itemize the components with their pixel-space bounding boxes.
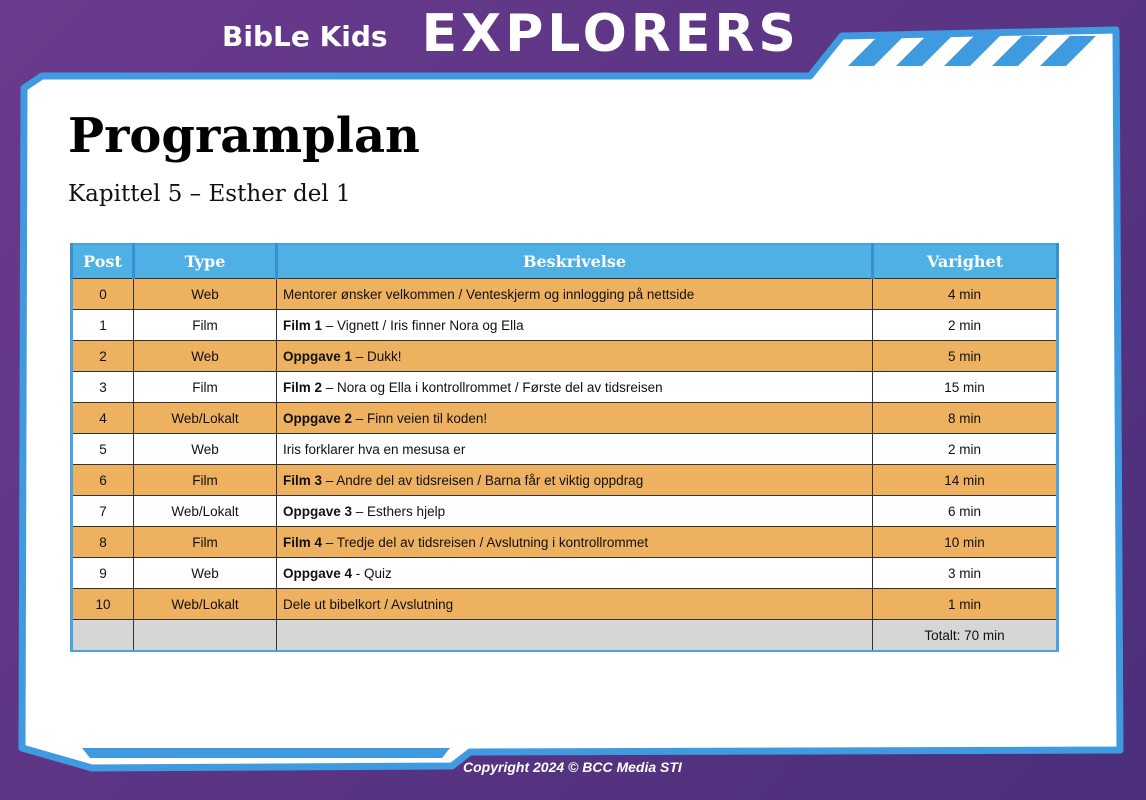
content-area [68, 110, 1058, 206]
cell-description [277, 403, 873, 434]
table-header-row [72, 244, 1058, 279]
table-row [72, 434, 1058, 465]
cell-duration: 2 min [873, 434, 1058, 465]
cell-post: 4 [72, 403, 134, 434]
cell-type: Film [134, 527, 277, 558]
cell-empty [134, 620, 277, 652]
table-row [72, 465, 1058, 496]
cell-duration: 2 min [873, 310, 1058, 341]
table-row [72, 372, 1058, 403]
cell-duration: 3 min [873, 558, 1058, 589]
cell-type: Web [134, 279, 277, 310]
description-bold: Film 4 [283, 534, 323, 550]
description-bold: Oppgave 2 [283, 410, 353, 426]
cell-post: 10 [72, 589, 134, 620]
cell-post: 1 [72, 310, 134, 341]
description-text: Dele ut bibelkort / Avslutning [283, 596, 454, 612]
description-bold: Film 2 [283, 379, 323, 395]
table-row [72, 279, 1058, 310]
total-duration: Totalt: 70 min [873, 620, 1058, 652]
description-text: – Nora og Ella i kontrollrommet / Første del av tidsreisen [322, 379, 663, 395]
cell-type: Film [134, 372, 277, 403]
cell-duration: 1 min [873, 589, 1058, 620]
table-row [72, 527, 1058, 558]
cell-post: 3 [72, 372, 134, 403]
table-row [72, 310, 1058, 341]
description-text: Mentorer ønsker velkommen / Venteskjerm og innlogging på nettside [283, 286, 695, 302]
program-table [70, 243, 1059, 652]
table-total-row [72, 620, 1058, 652]
cell-duration: 5 min [873, 341, 1058, 372]
description-bold: Film 3 [283, 472, 323, 488]
cell-post: 8 [72, 527, 134, 558]
cell-type: Web [134, 434, 277, 465]
header-duration: Varighet [873, 244, 1058, 279]
table-row [72, 558, 1058, 589]
cell-duration: 6 min [873, 496, 1058, 527]
cell-description [277, 310, 873, 341]
description-bold: Oppgave 1 [283, 348, 353, 364]
cell-post: 0 [72, 279, 134, 310]
cell-duration: 4 min [873, 279, 1058, 310]
description-text: Iris forklarer hva en mesusa er [283, 441, 466, 457]
description-text: – Finn veien til koden! [352, 410, 488, 426]
header-description: Beskrivelse [277, 244, 873, 279]
description-text: – Tredje del av tidsreisen / Avslutning i kontrollrommet [322, 534, 649, 550]
cell-post: 9 [72, 558, 134, 589]
cell-post: 2 [72, 341, 134, 372]
cell-type: Web/Lokalt [134, 403, 277, 434]
table-row [72, 496, 1058, 527]
bible-kids-logo: BibLe Kids [222, 19, 388, 53]
cell-type: Web/Lokalt [134, 496, 277, 527]
description-bold: Oppgave 3 [283, 503, 353, 519]
cell-type: Web [134, 341, 277, 372]
copyright-text: Copyright 2024 © BCC Media STI [463, 759, 682, 775]
header-post: Post [72, 244, 134, 279]
cell-empty [72, 620, 134, 652]
cell-type: Film [134, 310, 277, 341]
cell-type: Web [134, 558, 277, 589]
description-text: - Quiz [352, 565, 392, 581]
brand-logo [222, 2, 800, 66]
description-bold: Film 1 [283, 317, 323, 333]
cell-description [277, 372, 873, 403]
cell-description [277, 558, 873, 589]
description-text: – Andre del av tidsreisen / Barna får et viktig oppdrag [322, 472, 644, 488]
table-row [72, 341, 1058, 372]
description-text: – Esthers hjelp [352, 503, 446, 519]
explorers-logo: EXPLORERS [421, 4, 800, 64]
cell-post: 5 [72, 434, 134, 465]
cell-empty [277, 620, 873, 652]
cell-duration: 10 min [873, 527, 1058, 558]
cell-duration: 8 min [873, 403, 1058, 434]
cell-post: 6 [72, 465, 134, 496]
cell-duration: 15 min [873, 372, 1058, 403]
page-subtitle: Kapittel 5 – Esther del 1 [68, 180, 351, 207]
description-text: – Dukk! [352, 348, 402, 364]
cell-type: Film [134, 465, 277, 496]
description-text: – Vignett / Iris finner Nora og Ella [322, 317, 524, 333]
cell-description [277, 279, 873, 310]
cell-description [277, 465, 873, 496]
cell-description [277, 341, 873, 372]
cell-duration: 14 min [873, 465, 1058, 496]
cell-description [277, 527, 873, 558]
header-type: Type [134, 244, 277, 279]
cell-type: Web/Lokalt [134, 589, 277, 620]
cell-description [277, 434, 873, 465]
cell-description [277, 496, 873, 527]
page-title: Programplan [68, 108, 420, 164]
description-bold: Oppgave 4 [283, 565, 353, 581]
cell-post: 7 [72, 496, 134, 527]
cell-description [277, 589, 873, 620]
table-row [72, 589, 1058, 620]
table-row [72, 403, 1058, 434]
